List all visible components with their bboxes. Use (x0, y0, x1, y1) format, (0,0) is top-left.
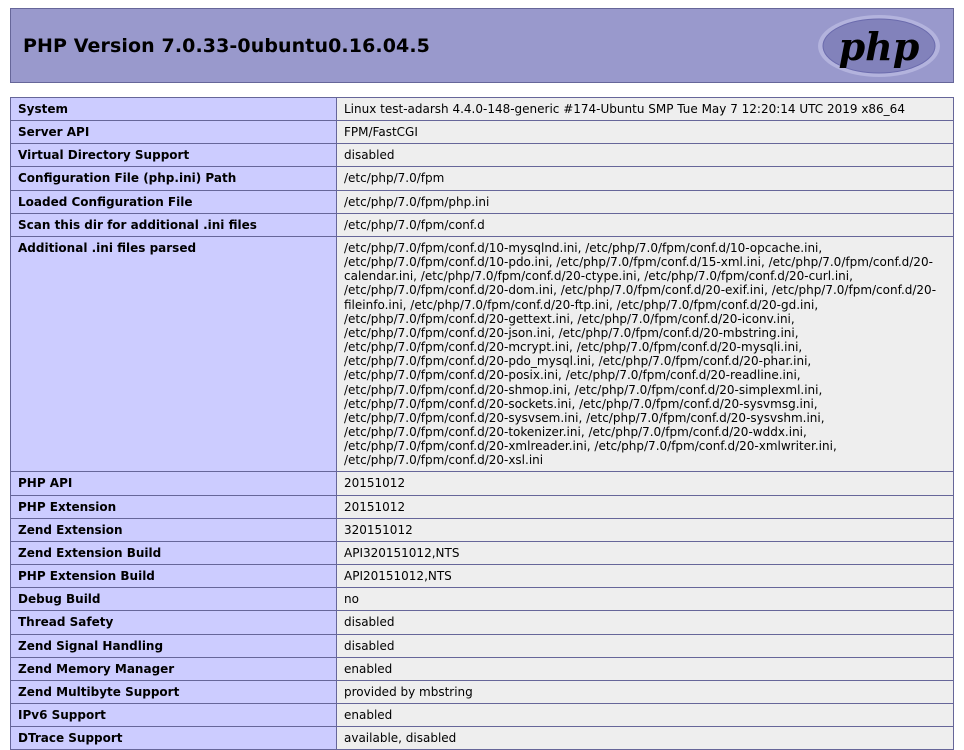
row-value: 20151012 (337, 472, 954, 495)
svg-text:php: php (838, 23, 920, 69)
row-label: Debug Build (11, 588, 337, 611)
row-label: Zend Multibyte Support (11, 680, 337, 703)
row-value: FPM/FastCGI (337, 121, 954, 144)
phpinfo-table (10, 97, 954, 750)
row-value: /etc/php/7.0/fpm/conf.d (337, 213, 954, 236)
row-value: 320151012 (337, 518, 954, 541)
row-label: Thread Safety (11, 611, 337, 634)
row-value: /etc/php/7.0/fpm/conf.d/10-mysqlnd.ini, /etc/php/7.0/fpm/conf.d/10-opcache.ini, /etc/php/7.0/fpm/conf.d/10-pdo.ini, /etc/php/7.0/fpm/conf.d/15-xml.ini, /etc/php/7.0/fpm/conf.d/20-calendar.ini, /etc/php/7.0/fpm/conf.d/20-ctype.ini, /etc/php/7.0/fpm/conf.d/20-curl.ini, /etc/php/7.0/fpm/conf.d/20-dom.ini, /etc/php/7.0/fpm/conf.d/20-exif.ini, /etc/php/7.0/fpm/conf.d/20-fileinfo.ini, /etc/php/7.0/fpm/conf.d/20-ftp.ini, /etc/php/7.0/fpm/conf.d/20-gd.ini, /etc/php/7.0/fpm/conf.d/20-gettext.ini, /etc/php/7.0/fpm/conf.d/20-iconv.ini, /etc/php/7.0/fpm/conf.d/20-json.ini, /etc/php/7.0/fpm/conf.d/20-mbstring.ini, /etc/php/7.0/fpm/conf.d/20-mcrypt.ini, /etc/php/7.0/fpm/conf.d/20-mysqli.ini, /etc/php/7.0/fpm/conf.d/20-pdo_mysql.ini, /etc/php/7.0/fpm/conf.d/20-phar.ini, /etc/php/7.0/fpm/conf.d/20-posix.ini, /etc/php/7.0/fpm/conf.d/20-readline.ini, /etc/php/7.0/fpm/conf.d/20-shmop.ini, /etc/php/7.0/fpm/conf.d/20-simplexml.ini, /etc/php/7.0/fpm/conf.d/20-sockets.ini, /etc/php/7.0/fpm/conf.d/20-sysvmsg.ini, /etc/php/7.0/fpm/conf.d/20-sysvsem.ini, /etc/php/7.0/fpm/conf.d/20-sysvshm.ini, /etc/php/7.0/fpm/conf.d/20-tokenizer.ini, /etc/php/7.0/fpm/conf.d/20-wddx.ini, /etc/php/7.0/fpm/conf.d/20-xmlreader.ini, /etc/php/7.0/fpm/conf.d/20-xmlwriter.ini, /etc/php/7.0/fpm/conf.d/20-xsl.ini (337, 236, 954, 472)
row-value: disabled (337, 144, 954, 167)
page-title: PHP Version 7.0.33-0ubuntu0.16.04.5 (23, 34, 430, 57)
row-label: Virtual Directory Support (11, 144, 337, 167)
row-label: Zend Extension Build (11, 541, 337, 564)
row-value: no (337, 588, 954, 611)
row-label: Zend Extension (11, 518, 337, 541)
row-value: 20151012 (337, 495, 954, 518)
table-row (11, 495, 954, 518)
row-label: Server API (11, 121, 337, 144)
table-row (11, 541, 954, 564)
table-row (11, 588, 954, 611)
row-value: enabled (337, 657, 954, 680)
row-label: Zend Memory Manager (11, 657, 337, 680)
row-label: DTrace Support (11, 727, 337, 750)
header-region (0, 0, 964, 83)
table-row (11, 98, 954, 121)
table-row (11, 236, 954, 472)
row-label: Configuration File (php.ini) Path (11, 167, 337, 190)
general-info-region (0, 83, 964, 750)
table-row (11, 167, 954, 190)
row-label: Loaded Configuration File (11, 190, 337, 213)
table-row (11, 472, 954, 495)
row-label: Scan this dir for additional .ini files (11, 213, 337, 236)
row-label: System (11, 98, 337, 121)
table-row (11, 611, 954, 634)
row-value: disabled (337, 634, 954, 657)
row-value: /etc/php/7.0/fpm/php.ini (337, 190, 954, 213)
table-row (11, 190, 954, 213)
row-value: available, disabled (337, 727, 954, 750)
row-value: API20151012,NTS (337, 565, 954, 588)
row-label: Additional .ini files parsed (11, 236, 337, 472)
php-version-header (10, 8, 954, 83)
row-value: API320151012,NTS (337, 541, 954, 564)
table-row (11, 634, 954, 657)
row-label: PHP API (11, 472, 337, 495)
row-value: disabled (337, 611, 954, 634)
row-label: PHP Extension (11, 495, 337, 518)
phpinfo-table-body (11, 98, 954, 750)
table-row (11, 518, 954, 541)
php-logo-icon (817, 13, 941, 79)
table-row (11, 727, 954, 750)
table-row (11, 121, 954, 144)
row-value: provided by mbstring (337, 680, 954, 703)
row-value: enabled (337, 704, 954, 727)
row-value: /etc/php/7.0/fpm (337, 167, 954, 190)
row-label: PHP Extension Build (11, 565, 337, 588)
table-row (11, 704, 954, 727)
row-label: IPv6 Support (11, 704, 337, 727)
row-value: Linux test-adarsh 4.4.0-148-generic #174-Ubuntu SMP Tue May 7 12:20:14 UTC 2019 x86_64 (337, 98, 954, 121)
table-row (11, 565, 954, 588)
row-label: Zend Signal Handling (11, 634, 337, 657)
table-row (11, 213, 954, 236)
table-row (11, 657, 954, 680)
table-row (11, 144, 954, 167)
